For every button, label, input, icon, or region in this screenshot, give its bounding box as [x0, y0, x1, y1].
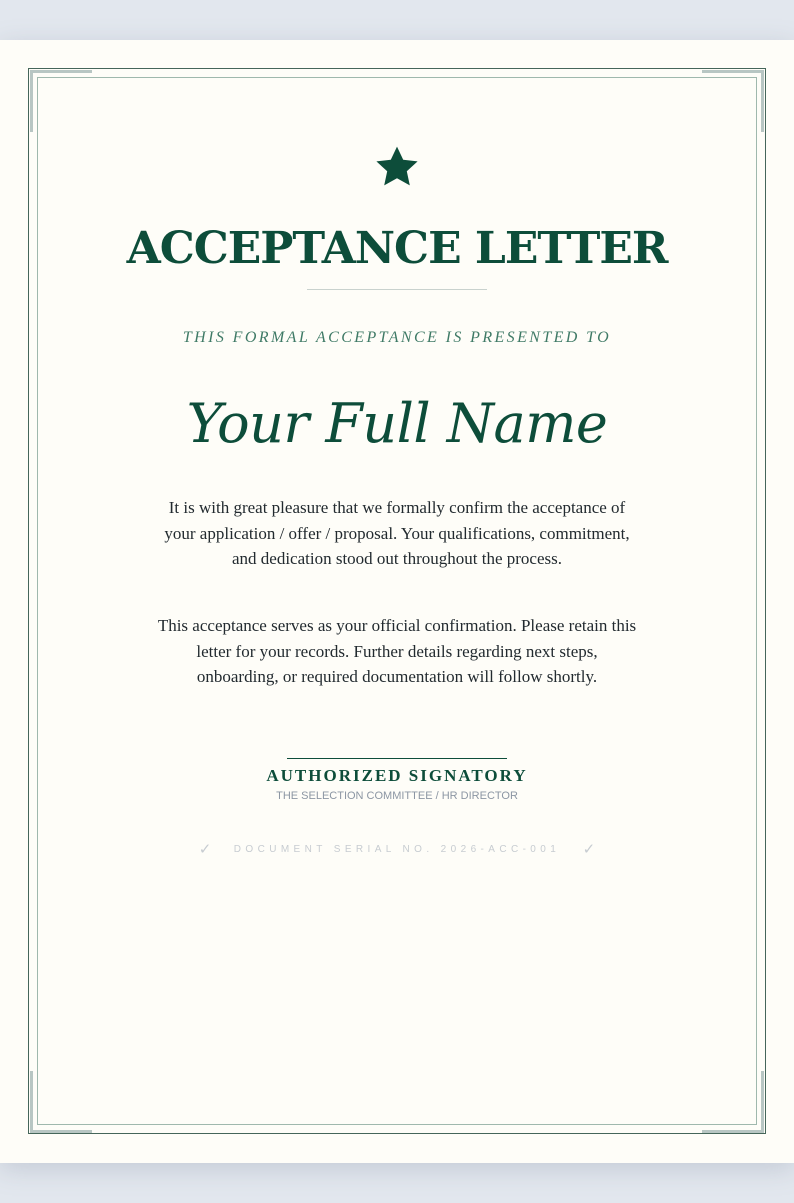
- check-icon: ✓: [198, 841, 212, 858]
- corner-ornament-bottom-left: [30, 1071, 33, 1133]
- corner-ornament-top-right: [702, 70, 764, 73]
- letter-page: [0, 40, 794, 1163]
- document-serial: DOCUMENT SERIAL NO. 2026-ACC-001: [233, 843, 561, 855]
- body-paragraph: It is with great pleasure that we formally confirm the acceptance of your application / offer / proposal. Your qualifications, commitment, and dedication stood out throughout the process.: [164, 498, 630, 569]
- corner-ornament-top-left: [30, 70, 92, 73]
- corner-ornament-top-right: [761, 70, 764, 132]
- signatory-title: AUTHORIZED SIGNATORY: [266, 766, 528, 785]
- presented-to-label: THIS FORMAL ACCEPTANCE IS PRESENTED TO: [182, 329, 612, 346]
- corner-ornament-bottom-right: [761, 1071, 764, 1133]
- signature-line: [287, 758, 507, 759]
- corner-ornament-bottom-right: [702, 1130, 764, 1133]
- check-icon: ✓: [582, 841, 596, 858]
- star-icon: [373, 143, 421, 191]
- corner-ornament-top-left: [30, 70, 33, 132]
- letter-title: ACCEPTANCE LETTER: [126, 223, 668, 274]
- serial-row: [0, 840, 794, 858]
- signatory-subtitle: THE SELECTION COMMITTEE / HR DIRECTOR: [276, 790, 518, 802]
- corner-ornament-bottom-left: [30, 1130, 92, 1133]
- title-divider: [307, 289, 487, 290]
- body-paragraph: This acceptance serves as your official confirmation. Please retain this letter for your records. Further details regarding next steps, onboarding, or required documentation will follow shortly.: [157, 616, 637, 687]
- recipient-name: Your Full Name: [186, 392, 608, 455]
